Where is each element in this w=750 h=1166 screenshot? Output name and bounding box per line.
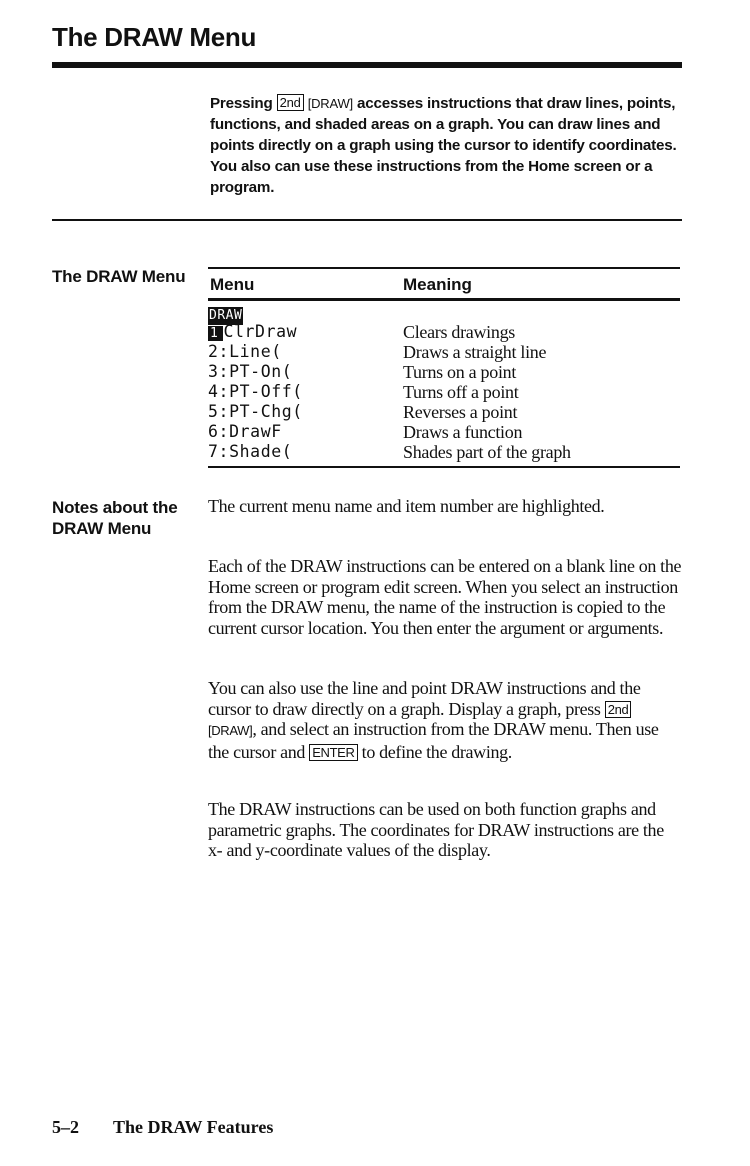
menu-item-clrdraw: 1 ClrDraw <box>210 322 298 341</box>
meaning-drawf: Draws a function <box>403 422 523 442</box>
notes-paragraph-3: You can also use the line and point DRAW instructions and the cursor to draw directly on a graph. Display a graph, press 2nd [DRAW], and select an instruction from the DRAW menu. Then use the cursor and ENTER to define the drawing. <box>208 678 659 762</box>
meaning-line: Draws a straight line <box>403 342 547 362</box>
title-rule <box>52 62 682 68</box>
draw-key-label: [DRAW] <box>307 96 353 111</box>
meaning-clrdraw: Clears drawings <box>403 322 515 342</box>
menu-item-pt-chg: 5:PT-Chg( <box>208 402 303 421</box>
column-header-menu: Menu <box>210 275 255 294</box>
menu-item-line: 2:Line( <box>208 342 282 361</box>
menu-item-pt-on: 3:PT-On( <box>208 362 293 381</box>
page-number: 5–2 <box>52 1117 79 1137</box>
highlighted-item-number: 1 <box>208 326 223 341</box>
menu-section-heading: The DRAW Menu <box>52 267 186 286</box>
table-bottom-rule <box>208 466 680 468</box>
page-footer <box>52 1117 273 1138</box>
table-header-rule <box>208 298 680 301</box>
table-top-rule <box>208 267 680 269</box>
2nd-key-icon: 2nd <box>605 701 632 718</box>
notes-paragraph-1: The current menu name and item number are highlighted. <box>208 496 605 516</box>
meaning-shade: Shades part of the graph <box>403 442 571 462</box>
menu-item-pt-off: 4:PT-Off( <box>208 382 303 401</box>
meaning-pt-off: Turns off a point <box>403 382 519 402</box>
draw-menu-title: DRAW <box>209 308 243 323</box>
meaning-pt-chg: Reverses a point <box>403 402 518 422</box>
footer-section-title: The DRAW Features <box>113 1117 274 1137</box>
page-title: The DRAW Menu <box>52 22 257 52</box>
menu-item-shade: 7:Shade( <box>208 442 293 461</box>
draw-key-label: [DRAW] <box>208 723 253 738</box>
intro-paragraph: Pressing 2nd [DRAW] accesses instructions that draw lines, points, functions, and shaded areas on a graph. You can draw lines and points directly on a graph using the cursor to identify coordinates. You also can use these instructions from the Home screen or a program. <box>210 95 677 196</box>
2nd-key-icon: 2nd <box>277 94 304 111</box>
column-header-meaning: Meaning <box>403 275 472 294</box>
menu-item-drawf: 6:DrawF <box>208 422 282 441</box>
meaning-pt-on: Turns on a point <box>403 362 517 382</box>
section-rule <box>52 219 682 221</box>
notes-section-heading: Notes about the DRAW Menu <box>52 498 178 538</box>
notes-paragraph-2: Each of the DRAW instructions can be entered on a blank line on the Home screen or program edit screen. When you select an instruction from the DRAW menu, the name of the instruction is copied to the current cursor location. You then enter the argument or arguments. <box>208 556 682 638</box>
enter-key-icon: ENTER <box>309 744 357 761</box>
notes-paragraph-4: The DRAW instructions can be used on both function graphs and parametric graphs. The coordinates for DRAW instructions are the x- and y-coordinate values of the display. <box>208 799 664 860</box>
